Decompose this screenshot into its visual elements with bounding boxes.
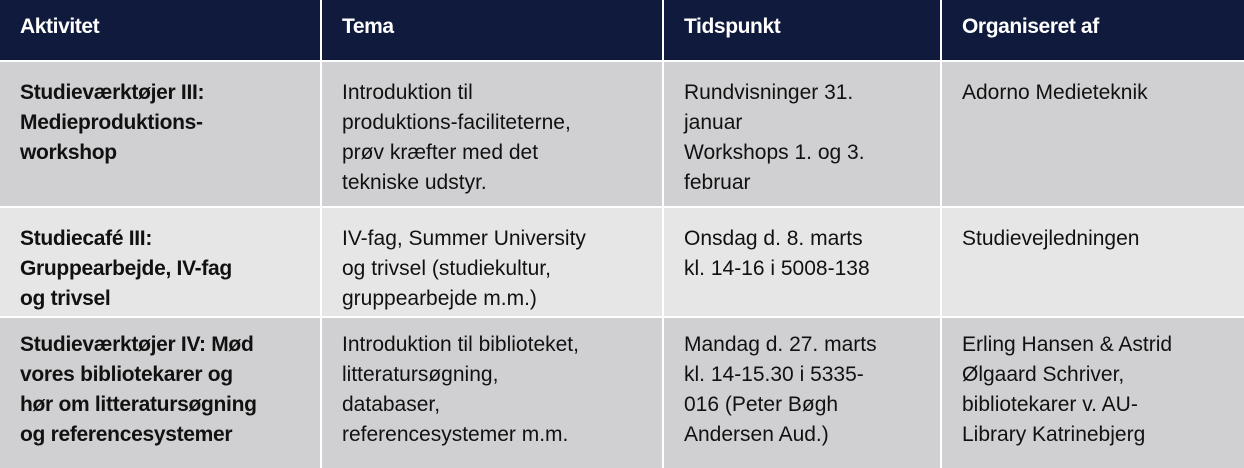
- time-line: Rundvisninger 31.: [684, 81, 854, 104]
- organizer-line: Library Katrinebjerg: [962, 423, 1146, 446]
- activity-line: Medieproduktions-: [20, 111, 203, 134]
- organizer-line: Studievejledningen: [962, 227, 1140, 250]
- table-row: [0, 60, 1244, 206]
- theme-line: gruppearbejde m.m.): [342, 287, 537, 310]
- activity-line: og trivsel: [20, 287, 111, 310]
- theme-line: Introduktion til: [342, 81, 473, 104]
- organizer-line: Ølgaard Schriver,: [962, 363, 1125, 386]
- header-activity: Aktivitet: [0, 0, 322, 60]
- time-line: kl. 14-15.30 i 5335-: [684, 363, 864, 386]
- time-cell: [664, 316, 942, 468]
- theme-line: tekniske udstyr.: [342, 171, 487, 194]
- activity-cell: [0, 206, 322, 316]
- theme-line: databaser,: [342, 393, 441, 416]
- activity-line: Gruppearbejde, IV-fag: [20, 257, 232, 280]
- activity-cell: [0, 60, 322, 206]
- time-line: januar: [684, 111, 743, 134]
- theme-cell: [322, 60, 664, 206]
- theme-line: produktions-faciliteterne,: [342, 111, 571, 134]
- time-cell: [664, 60, 942, 206]
- time-line: Workshops 1. og 3.: [684, 141, 865, 164]
- theme-cell: [322, 206, 664, 316]
- theme-line: og trivsel (studiekultur,: [342, 257, 551, 280]
- header-organizer: Organiseret af: [942, 0, 1244, 60]
- theme-cell: [322, 316, 664, 468]
- time-line: 016 (Peter Bøgh: [684, 393, 839, 416]
- theme-line: referencesystemer m.m.: [342, 423, 569, 446]
- activity-line: Studieværktøjer IV: Mød: [20, 333, 254, 356]
- organizer-line: Adorno Medieteknik: [962, 81, 1148, 104]
- time-line: Andersen Aud.): [684, 423, 829, 446]
- time-cell: [664, 206, 942, 316]
- organizer-cell: [942, 60, 1244, 206]
- table-row: [0, 316, 1244, 468]
- time-line: Mandag d. 27. marts: [684, 333, 877, 356]
- theme-line: litteratursøgning,: [342, 363, 499, 386]
- time-line: Onsdag d. 8. marts: [684, 227, 863, 250]
- header-time: Tidspunkt: [664, 0, 942, 60]
- organizer-cell: [942, 316, 1244, 468]
- time-line: kl. 14-16 i 5008-138: [684, 257, 870, 280]
- activity-line: workshop: [20, 141, 117, 164]
- organizer-cell: [942, 206, 1244, 316]
- time-line: februar: [684, 171, 751, 194]
- theme-line: prøv kræfter med det: [342, 141, 539, 164]
- activity-cell: [0, 316, 322, 468]
- organizer-line: Erling Hansen & Astrid: [962, 333, 1173, 356]
- header-theme: Tema: [322, 0, 664, 60]
- activity-line: Studieværktøjer III:: [20, 81, 205, 104]
- theme-line: IV-fag, Summer University: [342, 227, 586, 250]
- activity-line: og referencesystemer: [20, 423, 233, 446]
- organizer-line: bibliotekarer v. AU-: [962, 393, 1138, 416]
- table-row: [0, 206, 1244, 316]
- activity-line: hør om litteratursøgning: [20, 393, 257, 416]
- header-row: [0, 0, 1244, 60]
- theme-line: Introduktion til biblioteket,: [342, 333, 579, 356]
- activity-line: Studiecafé III:: [20, 227, 153, 250]
- activity-line: vores bibliotekarer og: [20, 363, 233, 386]
